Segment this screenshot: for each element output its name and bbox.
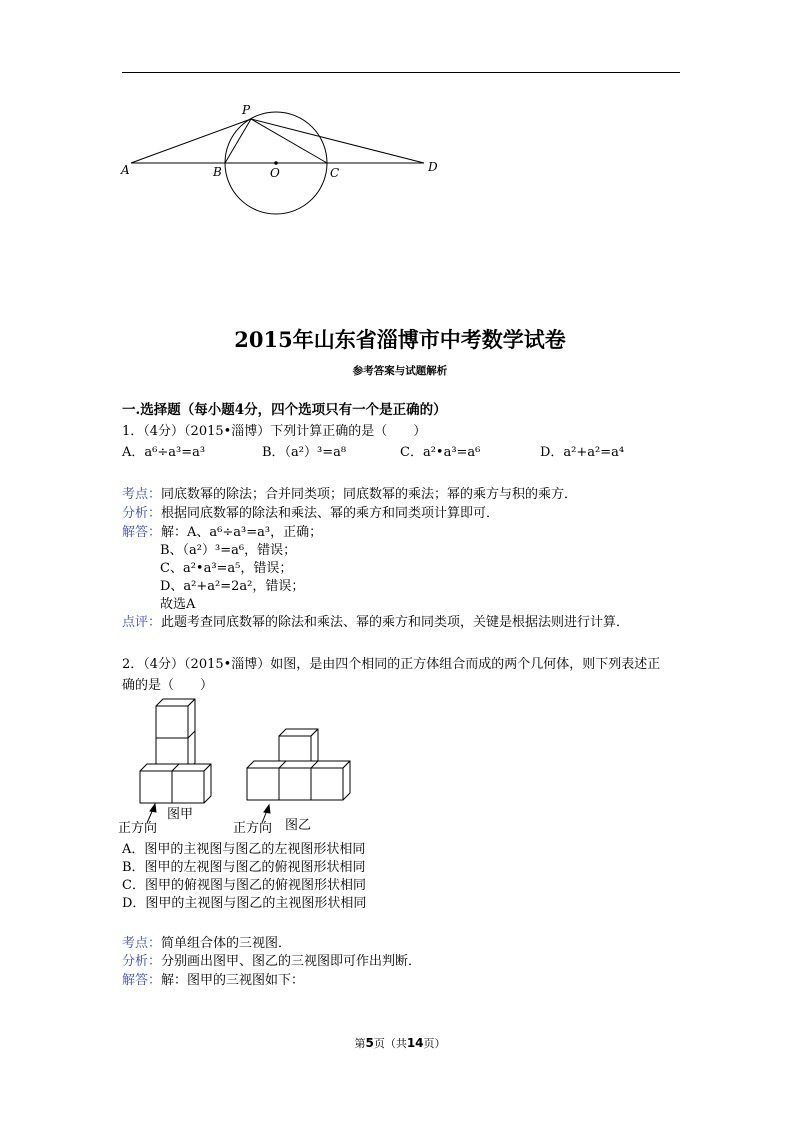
q2-option-b: B．图甲的左视图与图乙的俯视图形状相同 <box>122 860 366 875</box>
jieda-line: 故选A <box>160 597 196 612</box>
jieda-label: 解答： <box>122 525 162 540</box>
jia-direction-label: 正方向 <box>118 821 158 836</box>
line-pb <box>225 119 251 163</box>
cube-face <box>247 768 279 800</box>
cube-face <box>279 768 311 800</box>
footer-post: 页） <box>423 1037 446 1050</box>
q1-option-a: A．a⁶÷a³=a³ <box>122 445 206 460</box>
geometry-figure <box>110 95 450 220</box>
q1-stem: 1．（4分）（2015•淄博）下列计算正确的是（ ） <box>122 424 427 439</box>
header-rule <box>122 72 680 73</box>
jieda-label: 解答： <box>122 973 162 988</box>
q2-option-a: A．图甲的主视图与图乙的左视图形状相同 <box>122 842 366 857</box>
cube-face <box>172 771 204 803</box>
cube-face <box>311 768 343 800</box>
fenxi-label: 分析： <box>122 506 162 521</box>
jia-name-label: 图甲 <box>167 807 194 822</box>
dianping-text: 此题考查同底数幂的除法和乘法、幂的乘方和同类项，关键是根据法则进行计算． <box>161 615 630 630</box>
q1-option-b: B．（a²）³=a⁸ <box>262 445 347 460</box>
kaodian-label: 考点： <box>122 487 162 502</box>
kaodian-text: 同底数幂的除法；合并同类项；同底数幂的乘法；幂的乘方与积的乘方． <box>161 487 578 502</box>
jieda-line: D、a²+a²=2a²，错误； <box>160 579 305 594</box>
page-footer <box>0 1035 800 1052</box>
label-o: O <box>270 166 280 180</box>
q1-kaodian <box>122 487 577 503</box>
page-subtitle: 参考答案与试题解析 <box>352 365 448 377</box>
cube-face <box>204 764 211 803</box>
arrow-head-icon <box>264 805 270 813</box>
q2-kaodian <box>122 936 291 952</box>
cube-face <box>343 761 350 800</box>
label-p: P <box>242 103 251 117</box>
label-a: A <box>121 163 130 177</box>
jieda-line: C、a²•a³=a⁵，错误； <box>160 561 293 576</box>
line-pa <box>131 119 251 163</box>
label-d: D <box>428 160 438 174</box>
section-heading: 一.选择题（每小题4分，四个选项只有一个是正确的） <box>122 402 447 418</box>
footer-pre: 第 <box>354 1037 366 1050</box>
jieda-line: B、（a²）³=a⁶，错误； <box>160 543 297 558</box>
jieda-line: 解：A、a⁶÷a³=a³，正确； <box>161 525 323 540</box>
line-pc <box>251 119 327 163</box>
q2-stem-line1: 2．（4分）（2015•淄博）如图，是由四个相同的正方体组合而成的两个几何体，则下列表述正 <box>122 657 661 672</box>
cubes-figure <box>110 690 370 840</box>
jia-bottom-row <box>140 764 211 803</box>
q2-stem-line2: 确的是（ ） <box>122 678 214 693</box>
q1-option-c: C．a²•a³=a⁶ <box>400 445 481 460</box>
q1-dianping <box>122 615 629 631</box>
cube-face <box>140 771 172 803</box>
center-dot <box>274 161 278 165</box>
q2-option-c: C．图甲的俯视图与图乙的俯视图形状相同 <box>122 878 366 893</box>
dianping-label: 点评： <box>122 615 162 630</box>
kaodian-text: 简单组合体的三视图． <box>161 936 292 951</box>
jieda-text: 解：图甲的三视图如下： <box>161 973 305 988</box>
q1-option-d: D．a²+a²=a⁴ <box>540 445 625 460</box>
q2-fenxi <box>122 954 421 970</box>
q2-jieda <box>122 973 304 989</box>
jia-tower <box>156 699 195 770</box>
label-b: B <box>213 165 222 179</box>
yi-name-label: 图乙 <box>285 818 312 833</box>
fenxi-text: 根据同底数幂的除法和乘法、幂的乘方和同类项计算即可． <box>161 506 500 521</box>
footer-page-number: 5 <box>365 1036 374 1050</box>
yi-direction-label: 正方向 <box>233 821 273 836</box>
fenxi-text: 分别画出图甲、图乙的三视图即可作出判断． <box>161 954 422 969</box>
cube-face <box>247 761 350 768</box>
footer-mid: 页（共 <box>373 1037 407 1050</box>
line-pd <box>251 119 424 163</box>
yi-bottom-row <box>247 761 350 800</box>
footer-total-pages: 14 <box>406 1036 424 1050</box>
q1-fenxi <box>122 506 499 522</box>
q2-option-d: D．图甲的主视图与图乙的主视图形状相同 <box>122 896 367 911</box>
page-title: 2015年山东省淄博市中考数学试卷 <box>234 327 566 352</box>
label-c: C <box>330 166 340 180</box>
arrow-head-icon <box>150 804 156 812</box>
kaodian-label: 考点： <box>122 936 162 951</box>
q1-jieda <box>122 525 322 541</box>
fenxi-label: 分析： <box>122 954 162 969</box>
